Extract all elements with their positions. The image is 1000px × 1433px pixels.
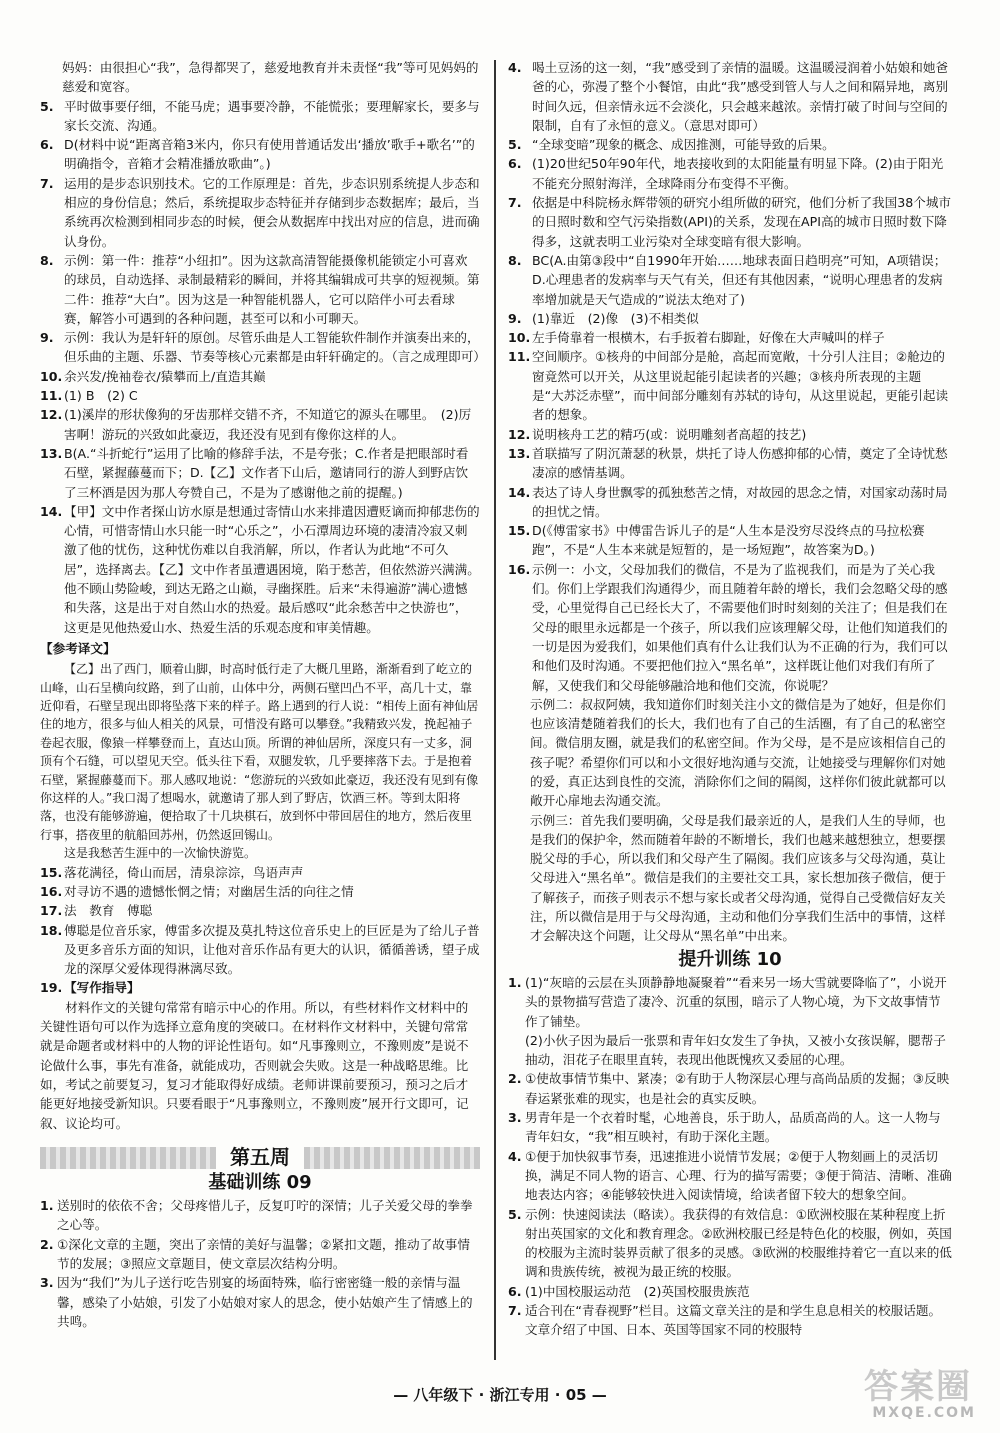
answer-item: 3. 因为“我们”为儿子送行吃告别宴的场面特殊，临行密密缝一般的亲情与温馨，感染了小姑娘，引发了小姑娘对家人的思念，使小姑娘产生了情感上的共鸣。 (40, 1275, 473, 1329)
answer-item: 15. 落花满径，倚山而居，清泉淙淙，鸟语声声 (40, 864, 304, 880)
section-title: 提升训练 10 (678, 948, 782, 970)
banner-decoration (40, 1147, 216, 1169)
example-three: 示例三：首先我们要明确，父母是我们最亲近的人，是我们人生的导师，也是我们的保护伞，然而随着年龄的不断增长，我们也越来越想独立，想要摆脱父母的手心，所以我们和父母产生了隔阂。我们应该多与父母沟通，莫让父母进入“黑名单”。微信是我们的主要社交工具，家长想加孩子微信，便于了解孩子，而孩子则表示不想与家长或者父母沟通，觉得自己受微信好友关注，所以微信是用于与父母沟通，主动和他们分享我们生活中的事情，这样才会解决这个问题，让父母从“黑名单”中出来。 (530, 812, 947, 944)
continued-text: 妈妈：由很担心“我”，急得都哭了，慈爱地教育并未责怪“我”等可见妈妈的慈爱和宽容。 (62, 60, 479, 95)
section-title: 基础训练 09 (208, 1171, 312, 1193)
answer-item: 11. (1) B (2) C (40, 388, 138, 404)
answer-item: 14. 【甲】文中作者探山访水原是想通过寄情山水来排遣因遭贬谪而抑郁悲伤的心情，可惜寄情山水只能一时“心乐之”，小石潭周边环境的凄清冷寂又刺激了他的忧伤，这种忧伤难以自我消解，所以，作者认为此地“不可久居”，选择离去。【乙】文中作者虽遭遇困境，陷于愁苦，但依然游兴满满。他不顾山势险峻，到达无路之山巅，寻幽探胜。后来“未得遍游”满心遗憾和失落，这是出于对自然山水的热爱。最后感叹“此余愁苦中之快游也”，这更是见他热爱山水、热爱生活的乐观态度和审美情趣。 (40, 503, 480, 635)
answer-item: 5. “全球变暗”现象的概念、成因推测，可能导致的后果。 (508, 137, 835, 153)
writing-guide: 材料作文的关键句常常有暗示中心的作用。所以，有些材料作文材料中的关键性语句可以作为选择立意角度的突破口。在材料作文材料中，关键句常常就是命题者或材料中的人物的评论性语句。如“凡事豫则立，不豫则废”是说不论做什么事，事先有准备，就能成功，否则就会失败。这是一种战略思维。比如，考试之前要复习，复习才能取得好成绩。老师讲课前要预习，预习之后才能更好地接受新知识。只要看眼于“凡事豫则立，不豫则废”展开行文即可，记叙、议论均可。 (40, 999, 469, 1131)
column-divider (494, 60, 496, 1360)
answer-item: 10. 余兴发/挽袖卷衣/猿攀而上/直造其巅 (40, 368, 266, 384)
answer-item: 9. 示例：我认为是轩轩的原创。尽管乐曲是人工智能软件制作并演奏出来的，但乐曲的主题、乐器、节奏等核心元素都是由轩轩确定的。（言之成理即可） (40, 330, 486, 365)
answer-item: 7. 适合刊在“青春视野”栏目。这篇文章关注的是和学生息息相关的校服话题。文章介绍了中国、日本、英国等国家不同的校服特 (508, 1303, 942, 1338)
watermark-text: 答案圈 (864, 1367, 972, 1407)
answer-item: 1. 送别时的依依不舍；父母疼惜儿子，反复叮咛的深情；儿子关爱父母的拳拳之心等。 (40, 1198, 473, 1233)
answer-item: 7. 依据是中科院杨永辉带领的研究小组所做的研究，他们分析了我国38个城市的日照时数和空气污染指数(API)的关系，发现在API高的城市日照时数下降得多，这就表明工业污染对全球变暗有很大影响。 (508, 195, 952, 249)
answer-item: 13. B(A.“斗折蛇行”运用了比喻的修辞手法，不是夸张；C.作者是把眼部时看石壁，紧握藤蔓而下；D.【乙】文作者下山后，邀请同行的游人到野店饮了三杯酒是因为那人夸赞自己，不是为了感谢他之前的提醒。) (40, 445, 469, 500)
watermark-url: MXQE.COM (872, 1405, 976, 1421)
answer-subitem: (2)小伙子因为最后一张票和青年妇女发生了争执，又被小女孩误解，腮帮子抽动，泪花子在眼里直转，表现出他既愧疚又委屈的心理。 (525, 1032, 946, 1068)
answer-item: 6. (1)20世纪50年90年代，地表接收到的太阳能量有明显下降。(2)由于阳光不能充分照射海洋，全球降雨分布变得不平衡。 (508, 156, 944, 191)
watermark-logo (802, 1355, 982, 1427)
answer-item: 12. 说明核舟工艺的精巧(或：说明雕刻者高超的技艺) (508, 426, 807, 442)
answer-item: 18. 傅聪是位音乐家，傅雷多次提及莫扎特这位音乐史上的巨匠是为了给儿子普及更多音乐方面的知识，让他对音乐作品有更大的认识，循循善诱，望子成龙的深厚父爱体现得淋漓尽致。 (40, 922, 480, 977)
reference-translation-title: 【参考译文】 (40, 640, 116, 656)
answer-item: 6. D(材料中说“距离音箱3米内，你只有使用普通话发出‘播放’歌手+歌名’”的明确指令，音箱才会精准播放歌曲”。) (40, 137, 475, 172)
week-banner (40, 1147, 480, 1169)
example-two: 示例二：叔叔阿姨，我知道你们时刻关注小文的微信是为了她好，但是你们也应该清楚随着我们的长大，我们也有了自己的生活圈，有了自己的私密空间。微信朋友圈，就是我们的私密空间。作为父母，是不是应该相信自己的孩子呢？希望你们可以和小文很好地沟通与交流，让她接受与理解你们对她的爱，真正达到良性的交流，消除你们之间的隔阂，这样你们彼此就都可以敞开心扉地去沟通交流。 (530, 696, 946, 809)
answer-item: 11. 空间顺序。①核舟的中间部分是舱，高起而宽敞，十分引人注目；②舱边的窗竟然可以开关，从这里说起能引起读者的兴趣；③核舟所表现的主题是“大苏泛赤壁”，而中间部分雕刻有苏轼的诗句，从这里说起，更能引起读者的想象。 (508, 349, 949, 423)
right-column (508, 58, 952, 1340)
answer-item: 16. 示例一：小文，父母加我们的微信，不是为了监视我们，而是为了关心我们。你们上学跟我们沟通得少，而且随着年龄的增长，我们会忽略父母的感受，心里觉得自己已经长大了，不需要他们时时刻刻的关注了；但是我们在父母的眼里永远都是一个孩子，所以我们应该理解父母，让他们知道我们的一切是因为爱我们，如果他们真有什么让我们认为不正确的行为，我们可以和他们及时沟通。不要把他们拉入“黑名单”，这样既让他们对我们有所了解，又使我们和父母能够融洽地和他们交流，你说呢？ (508, 561, 948, 693)
page-footer: — 八年级下 · 浙江专用 · 05 — (393, 1386, 607, 1404)
answer-item: 3. 男青年是一个衣着时髦，心地善良，乐于助人，品质高尚的人。这一人物与青年妇女，“我”相互映衬，有助于深化主题。 (508, 1110, 941, 1145)
answer-item: 4. 喝土豆汤的这一刻，“我”感受到了亲情的温暖。这温暖浸润着小姑娘和她爸爸的心，弥漫了整个小餐馆，由此“我”感受到管人与人之间和隔异地，离别时间久远，但亲情永远不会淡化，只会越来越浓。亲情打破了时间与空间的限制，自有了永恒的意义。（意思对即可） (508, 60, 949, 133)
answer-item: 17. 法 教育 傅聪 (40, 903, 153, 919)
answer-item: 13. 首联描写了阴沉萧瑟的秋景，烘托了诗人伤感抑郁的心情，奠定了全诗忧愁凄凉的感情基调。 (508, 445, 948, 481)
answer-item: 7. 运用的是步态识别技术。它的工作原理是：首先，步态识别系统提人步态和相应的身份信息；然后，系统提取步态特征并存储到步态数据库；最后，当系统再次检测到相同步态的时候，便会从数据库中找出对应的信息，进而确认身份。 (40, 175, 480, 249)
answer-item: 15. D(《傅雷家书》中傅雷告诉儿子的是“人生本是没穷尽没终点的马拉松赛跑”，不是“人生本来就是短暂的，是一场短跑”，故答案为D。) (508, 523, 925, 558)
answer-item: 2. ①使故事情节集中、紧凑；②有助于人物深层心理与高尚品质的发掘；③反映春运紧张难的现实，也是社会的真实反映。 (508, 1071, 950, 1106)
left-column (40, 58, 486, 1331)
answer-item: 1. (1)“灰暗的云层在头顶静静地凝聚着”“看来另一场大雪就要降临了”，小说开头的景物描写营造了凄冷、沉重的氛围，暗示了人物心境，为下文故事情节作了铺垫。 (508, 974, 947, 1029)
answer-item: 8. 示例：第一件：推荐“小纽扣”。因为这款高清智能摄像机能锁定小可喜欢的球员，自动选择、录制最精彩的瞬间，并将其编辑成可共享的短视频。第二件：推荐“大白”。因为这是一种智能机器人，它可以陪伴小可去看球赛，解答小可遇到的各种问题，甚至可以和小可聊天。 (40, 252, 480, 326)
reference-translation-end: 这是我愁苦生涯中的一次愉快游览。 (64, 846, 257, 861)
banner-decoration (304, 1147, 480, 1169)
answer-item: 10. 左手倚靠着一根横木，右手扳着右脚趾，好像在大声喊叫的样子 (508, 330, 885, 346)
answer-item: 19. 【写作指导】 (40, 980, 140, 996)
answer-item: 4. ①便于加快叙事节奏，迅速推进小说情节发展；②便于人物刻画上的灵活切换，满足不同人物的语言、心理、行为的描写需要；③便于简洁、清晰、准确地表达内容；④能够较快进入阅读情境，给读者留下较大的想象空间。 (508, 1148, 952, 1203)
answer-item: 16. 对寻访不遇的遗憾怅惘之情；对幽居生活的向往之情 (40, 883, 354, 899)
answer-item: 5. 平时做事要仔细，不能马虎；遇事要冷静，不能慌张；要理解家长，要多与家长交流、沟通。 (40, 98, 480, 133)
answer-item: 14. 表达了诗人身世飘零的孤独愁苦之情，对故园的思念之情，对国家动荡时局的担忧之情。 (508, 484, 948, 519)
answer-item: 12. (1)溪岸的形状像狗的牙齿那样交错不齐，不知道它的源头在哪里。 (2)厉害啊！游玩的兴致如此豪迈，我还没有见到有像你这样的人。 (40, 407, 472, 442)
answer-item: 9. (1)靠近 (2)像 (3)不相类似 (508, 310, 699, 326)
answer-item: 8. BC(A.由第③段中“自1990年开始……地球表面日趋明亮”可知，A项错误；D.心理患者的发病率与天气有关，但还有其他因素，“说明心理患者的发病率增加就是天气造成的”说法太绝对了) (508, 252, 947, 307)
answer-item: 2. ①深化文章的主题，突出了亲情的美好与温馨；②紧扣文题，推动了故事情节的发展；③照应文章题目，使文章层次结构分明。 (40, 1236, 470, 1272)
answer-item: 6. (1)中国校服运动范 (2)英国校服贵族范 (508, 1283, 750, 1299)
answer-item: 5. 示例：快速阅读法（略读）。我获得的有效信息：①欧洲校服在某种程度上折射出英国家的文化和教育理念。②欧洲校服已经是特色化的校服，例如，英国的校服为主流时装界贡献了很多的灵感。③欧洲的校服维持着它一直以来的低调和贵族传统，被视为最正统的校服。 (508, 1206, 952, 1280)
reference-translation: 【乙】出了西门，顺着山脚，时高时低行走了大概几里路，渐渐看到了屹立的山峰，山石呈横向纹路，到了山前，山体中分，两侧石壁凹凸不平，高几十丈，靠近仰看，石壁呈现出即将坠落下来的样子。路上遇到的行人说：“相传上面有神仙居住的地方，很多与仙人相关的风景，可惜没有路可以攀登。”我精致兴发，挽起袖子卷起衣服，像猿一样攀登而上，直达山顶。所谓的神仙居所，深度只有一丈多，洞顶有个石缝，可以望见天空。低头往下看，双腿发软，几乎要摔落下去。于是抱着石壁，紧握藤蔓而下。那人感叹地说：“您游玩的兴致如此豪迈，我还没有见到有像你这样的人。”我口渴了想喝水，就邀请了那人到了野店，饮酒三杯。等到太阳将落，也没有能够游遍，便拾取了十几块棋石，放到怀中带回居住的地方，然后夜里行事，搭夜里的航船回苏州，仍然返回锡山。 (40, 662, 479, 842)
week-title: 第五周 (230, 1145, 290, 1170)
